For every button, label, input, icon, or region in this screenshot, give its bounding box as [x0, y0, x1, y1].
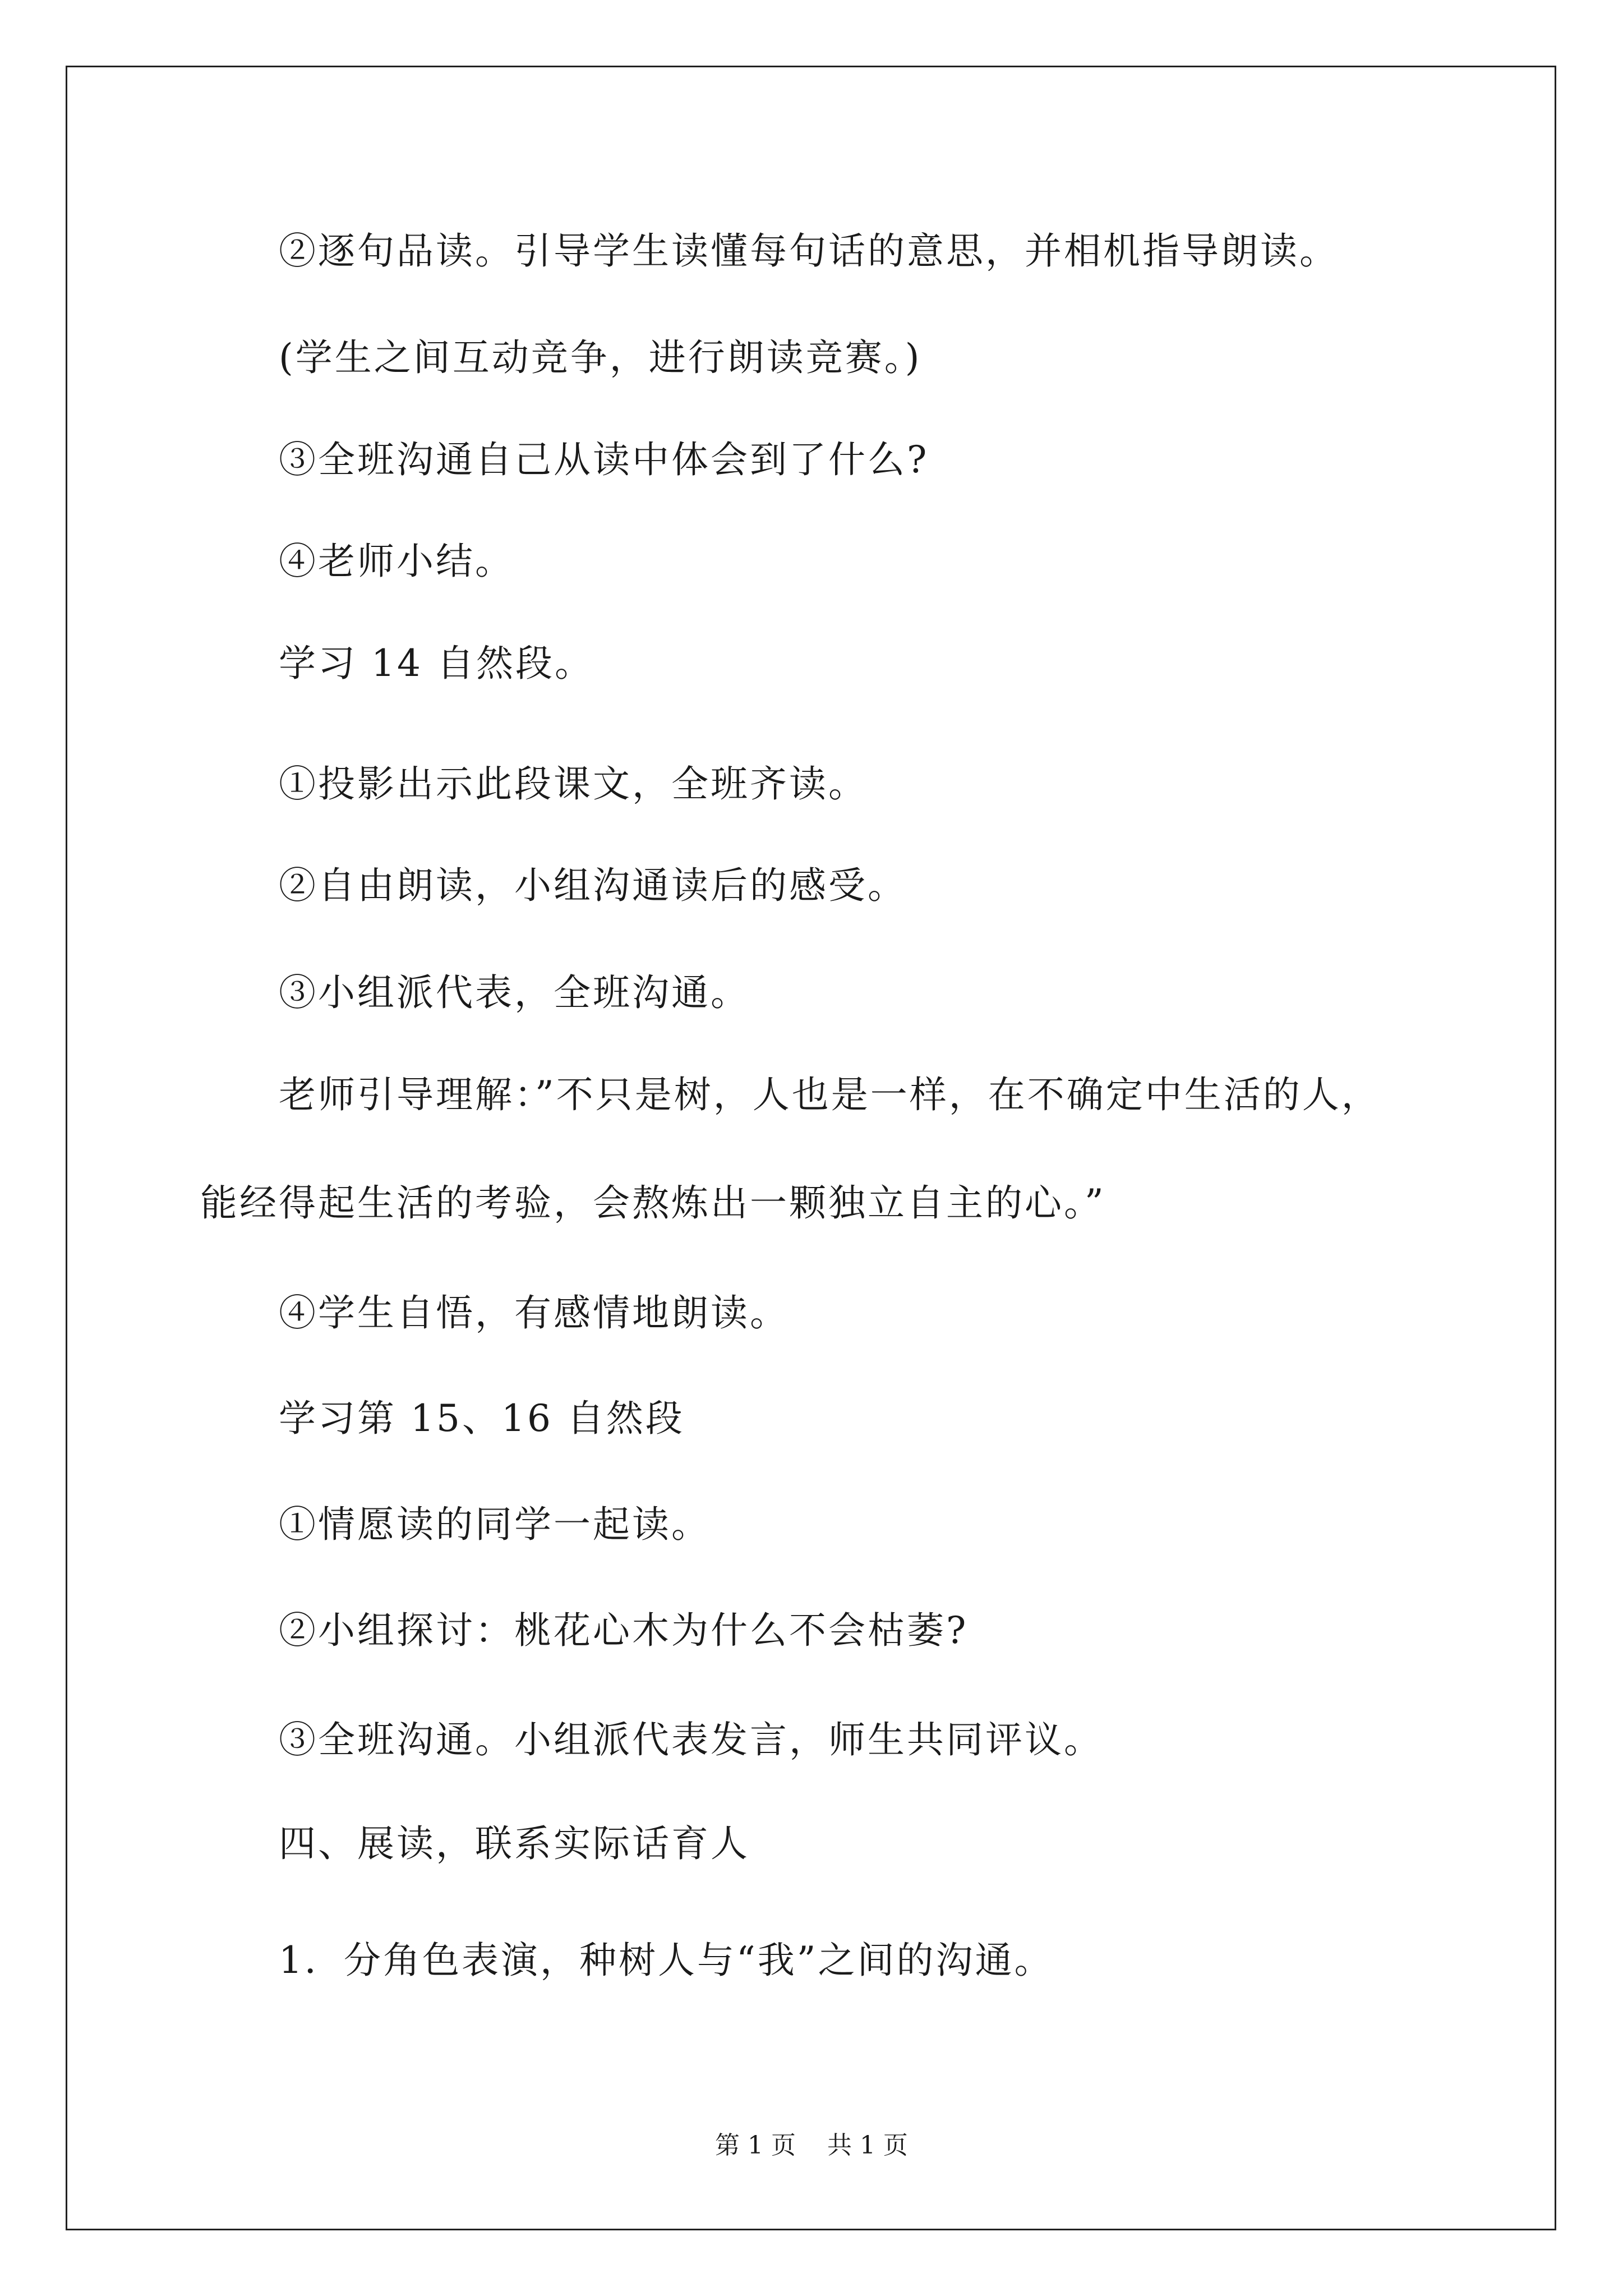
- paragraph-6: ①投影出示此段课文，全班齐读。: [279, 762, 868, 806]
- paragraph-16: 四、展读，联系实际话育人: [279, 1822, 750, 1865]
- paragraph-4: ④老师小结。: [279, 540, 514, 583]
- paragraph-2: (学生之间互动竞争，进行朗读竞赛。): [279, 336, 922, 379]
- paragraph-3: ③全班沟通自己从读中体会到了什么?: [279, 438, 929, 481]
- paragraph-15: ③全班沟通。小组派代表发言，师生共同评议。: [279, 1718, 1103, 1761]
- paragraph-10: 能经得起生活的考验，会熬炼出一颗独立自主的心。”: [200, 1181, 1106, 1225]
- page-border: [66, 66, 1556, 2230]
- paragraph-1: ②逐句品读。引导学生读懂每句话的意思，并相机指导朗读。: [279, 229, 1339, 273]
- paragraph-12: 学习第 15、16 自然段: [279, 1397, 685, 1440]
- paragraph-17: 1．分角色表演，种树人与“我”之间的沟通。: [279, 1939, 1054, 1982]
- paragraph-7: ②自由朗读，小组沟通读后的感受。: [279, 864, 907, 907]
- paragraph-8: ③小组派代表，全班沟通。: [279, 971, 750, 1014]
- page-footer: 第 1 页 共 1 页: [715, 2131, 908, 2160]
- paragraph-14: ②小组探讨：桃花心木为什么不会枯萎?: [279, 1609, 969, 1652]
- paragraph-13: ①情愿读的同学一起读。: [279, 1503, 711, 1546]
- paragraph-11: ④学生自悟，有感情地朗读。: [279, 1291, 789, 1335]
- paragraph-5: 学习 14 自然段。: [279, 642, 594, 685]
- paragraph-9: 老师引导理解：”不只是树，人也是一样，在不确定中生活的人，: [279, 1073, 1381, 1116]
